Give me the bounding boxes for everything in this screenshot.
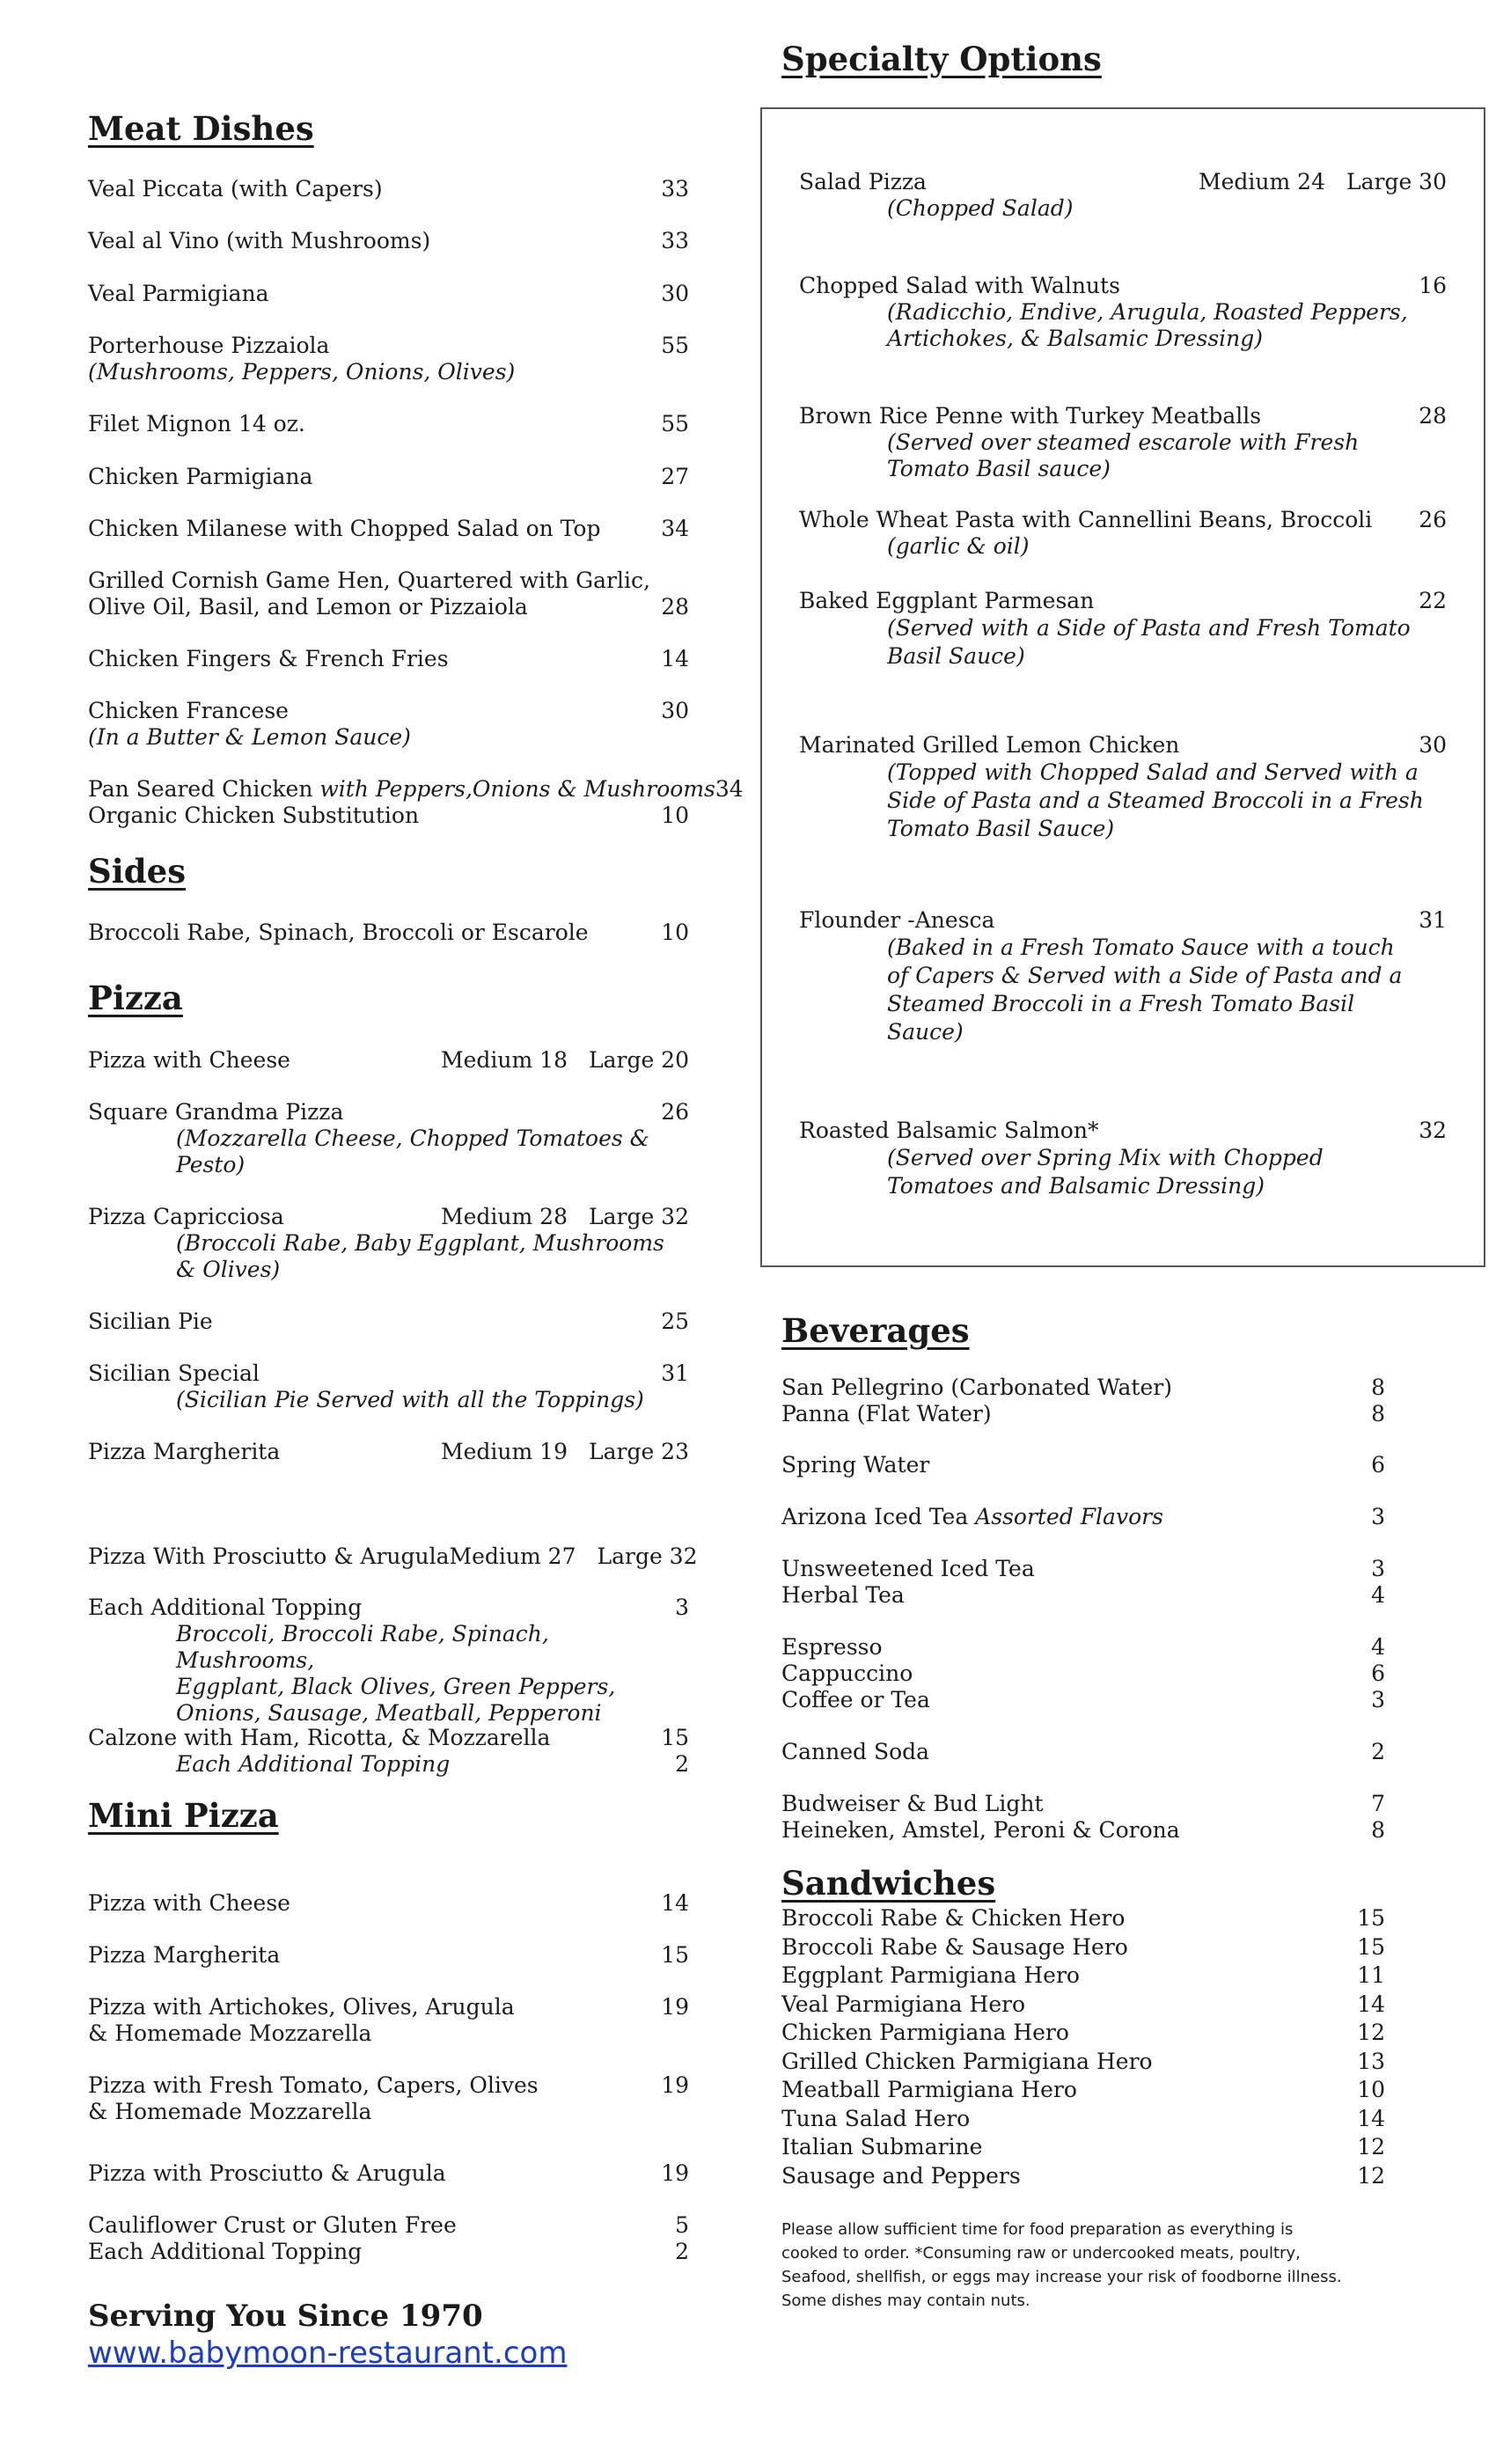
menu-item: Whole Wheat Pasta with Cannellini Beans, Broccoli 26 (garlic & oil) bbox=[799, 507, 1447, 559]
menu-item: Pizza Margherita Medium 19 Large 23 bbox=[88, 1439, 689, 1464]
menu-item: Pizza with Cheese Medium 18 Large 20 bbox=[88, 1047, 689, 1073]
menu-item: Chopped Salad with Walnuts 16 (Radicchio, Endive, Arugula, Roasted Peppers, Artichokes, & Balsamic Dressing) bbox=[799, 273, 1447, 351]
menu-item: Broccoli Rabe, Spinach, Broccoli or Escarole 10 bbox=[88, 920, 689, 945]
item-description: (In a Butter & Lemon Sauce) bbox=[88, 724, 411, 750]
menu-item: Sicilian Special 31 (Sicilian Pie Served with all the Toppings) bbox=[88, 1360, 689, 1412]
list-item: Broccoli Rabe & Sausage Hero 15 bbox=[781, 1933, 1385, 1960]
menu-item: Roasted Balsamic Salmon* 32 (Served over Spring Mix with Chopped Tomatoes and Balsamic Dressing) bbox=[799, 1118, 1447, 1199]
menu-item: San Pellegrino (Carbonated Water) 8 Panna (Flat Water) 8 bbox=[781, 1375, 1385, 1426]
item-description: (Mushrooms, Peppers, Onions, Olives) bbox=[88, 359, 516, 385]
sandwiches-heading: Sandwiches bbox=[781, 1864, 996, 1903]
menu-item: Pan Seared Chicken with Peppers,Onions & Mushrooms 34 Organic Chicken Substitution 10 bbox=[88, 776, 744, 828]
menu-item: Pizza with Prosciutto & Arugula 19 bbox=[88, 2160, 689, 2186]
menu-item: Pizza Margherita 15 bbox=[88, 1942, 689, 1968]
list-item: Italian Submarine 12 bbox=[781, 2134, 1385, 2160]
beverages-heading: Beverages bbox=[781, 1311, 970, 1350]
list-item: Sausage and Peppers 12 bbox=[781, 2162, 1385, 2189]
list-item: Meatball Parmigiana Hero 10 bbox=[781, 2077, 1385, 2102]
menu-item: Unsweetened Iced Tea 3 Herbal Tea 4 bbox=[781, 1556, 1385, 1608]
menu-item: Budweiser & Bud Light 7 Heineken, Amstel, Peroni & Corona 8 bbox=[781, 1791, 1385, 1843]
meat-dishes-heading: Meat Dishes bbox=[88, 109, 314, 148]
menu-item: Chicken Francese 30 (In a Butter & Lemon Sauce) bbox=[88, 698, 689, 750]
menu-item: Veal Piccata (with Capers) 33 bbox=[88, 176, 689, 202]
list-item: Eggplant Parmigiana Hero 11 bbox=[781, 1962, 1385, 1988]
menu-item: Salad Pizza Medium 24 Large 30 (Chopped Salad) bbox=[799, 169, 1447, 221]
menu-item: Espresso 4 Cappuccino 6 Coffee or Tea 3 bbox=[781, 1634, 1385, 1712]
menu-item: Filet Mignon 14 oz. 55 bbox=[88, 411, 689, 436]
menu-item: Square Grandma Pizza 26 (Mozzarella Cheese, Chopped Tomatoes & Pesto) bbox=[88, 1099, 689, 1177]
menu-item: Chicken Parmigiana 27 bbox=[88, 464, 689, 489]
sides-heading: Sides bbox=[88, 852, 187, 891]
menu-item: Marinated Grilled Lemon Chicken 30 (Topped with Chopped Salad and Served with a Side of Pasta and a Steamed Broccoli in a Fresh Tomato Basil Sauce) bbox=[799, 732, 1447, 841]
menu-item: Porterhouse Pizzaiola 55 (Mushrooms, Peppers, Onions, Olives) bbox=[88, 333, 689, 385]
menu-item: Flounder -Anesca 31 (Baked in a Fresh Tomato Sauce with a touch of Capers & Served with a Side of Pasta and a Steamed Broccoli in a Fresh Tomato Basil Sauce) bbox=[799, 907, 1447, 1045]
menu-item: Chicken Milanese with Chopped Salad on Top 34 bbox=[88, 516, 689, 541]
menu-item: Cauliflower Crust or Gluten Free 5 Each Additional Topping 2 bbox=[88, 2212, 689, 2264]
menu-item: Pizza with Artichokes, Olives, Arugula 19 & Homemade Mozzarella bbox=[88, 1994, 689, 2046]
list-item: Veal Parmigiana Hero 14 bbox=[781, 1991, 1385, 2017]
list-item: Grilled Chicken Parmigiana Hero 13 bbox=[781, 2048, 1385, 2074]
menu-item: Baked Eggplant Parmesan 22 (Served with a Side of Pasta and Fresh Tomato Basil Sauce) bbox=[799, 588, 1447, 669]
menu-item: Brown Rice Penne with Turkey Meatballs 28 (Served over steamed escarole with Fresh Tomato Basil sauce) bbox=[799, 403, 1447, 481]
menu-item: Pizza with Fresh Tomato, Capers, Olives 19 & Homemade Mozzarella bbox=[88, 2072, 689, 2124]
menu-item: Veal Parmigiana 30 bbox=[88, 281, 689, 306]
mini-pizza-heading: Mini Pizza bbox=[88, 1796, 279, 1835]
pizza-heading: Pizza bbox=[88, 979, 183, 1017]
menu-item: Chicken Fingers & French Fries 14 bbox=[88, 646, 689, 671]
specialty-options-box bbox=[760, 107, 1485, 1267]
slogan: Serving You Since 1970 bbox=[88, 2299, 483, 2334]
menu-item: Canned Soda 2 bbox=[781, 1739, 1385, 1764]
list-item: Broccoli Rabe & Chicken Hero 15 bbox=[781, 1905, 1385, 1931]
specialty-options-heading: Specialty Options bbox=[781, 40, 1102, 78]
list-item: Tuna Salad Hero 14 bbox=[781, 2105, 1385, 2131]
menu-item: Each Additional Topping 3 Broccoli, Broccoli Rabe, Spinach, Mushrooms, Eggplant, Black Olives, Green Peppers, Onions, Sausage, Meatball, Pepperoni bbox=[88, 1595, 689, 1726]
menu-item: Pizza With Prosciutto & Arugula Medium 27 Large 32 bbox=[88, 1544, 698, 1569]
list-item: Chicken Parmigiana Hero 12 bbox=[781, 2020, 1385, 2045]
disclaimer: Please allow sufficient time for food preparation as everything is cooked to order. *Consuming raw or undercooked meats, poultry, Seafood, shellfish, or eggs may increase your risk of foodborne illness. Some dishes may contain nuts. bbox=[781, 2220, 1342, 2310]
website-link[interactable]: www.babymoon-restaurant.com bbox=[88, 2336, 568, 2371]
menu-item: Spring Water 6 bbox=[781, 1452, 1385, 1478]
menu-item: Calzone with Ham, Ricotta, & Mozzarella 15 Each Additional Topping 2 bbox=[88, 1725, 689, 1777]
menu-item: Arizona Iced Tea Assorted Flavors 3 bbox=[781, 1504, 1385, 1529]
sandwich-list bbox=[781, 1904, 1385, 2190]
menu-item: Veal al Vino (with Mushrooms) 33 bbox=[88, 228, 689, 253]
menu-item: Pizza Capricciosa Medium 28 Large 32 (Broccoli Rabe, Baby Eggplant, Mushrooms & Olives) bbox=[88, 1204, 689, 1282]
menu-item: Pizza with Cheese 14 bbox=[88, 1890, 689, 1916]
menu-item: Sicilian Pie 25 bbox=[88, 1309, 689, 1334]
menu-item: Grilled Cornish Game Hen, Quartered with Garlic, Olive Oil, Basil, and Lemon or Pizzaiola 28 bbox=[88, 568, 689, 620]
